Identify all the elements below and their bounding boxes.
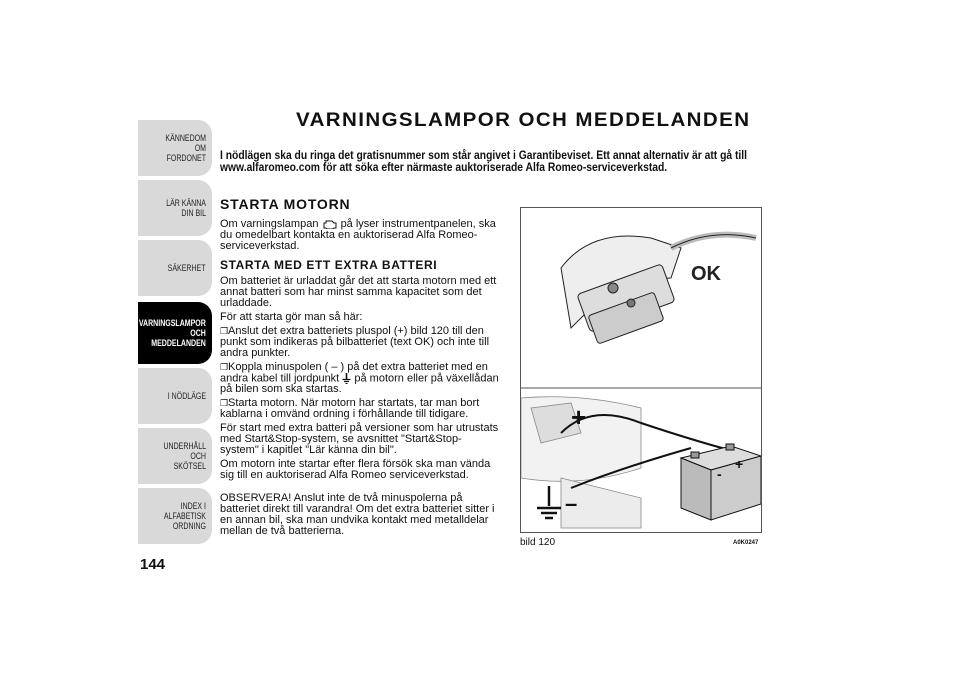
sidebar-tab-label: VARNINGSLAMPOR OCH MEDDELANDEN <box>139 318 206 348</box>
sidebar-tab-varningslampor[interactable] <box>138 302 212 364</box>
minus-label: – <box>565 491 578 516</box>
illustration-svg <box>521 208 761 532</box>
sidebar-tab-label: SÄKERHET <box>168 263 206 273</box>
section-heading: STARTA MOTORN <box>220 196 351 212</box>
intro-text <box>220 219 500 252</box>
sidebar-tab-i-nodlage[interactable] <box>138 368 212 424</box>
ground-icon <box>342 373 351 384</box>
battery-icon <box>681 444 761 520</box>
checkbox-bullet-icon: ❐ <box>220 362 229 372</box>
page-title: VARNINGSLAMPOR OCH MEDDELANDEN <box>296 110 751 131</box>
sidebar-tab-label: I NÖDLÄGE <box>167 391 206 401</box>
sidebar-tab-label: LÄR KÄNNA DIN BIL <box>166 198 206 218</box>
paragraph: Om motorn inte startar efter flera försök ska man vända sig till en auktoriserad Alfa Romeo serviceverkstad. <box>220 458 491 482</box>
bullet-item: ❐Anslut det extra batteriets pluspol (+) bild 120 till den punkt som indikeras på bilbatteriet (text OK) och inte till andra punkter. <box>220 325 490 359</box>
sidebar-tab-kannedom[interactable] <box>138 120 212 176</box>
sidebar-tab-label: KÄNNEDOM OM FORDONET <box>165 133 206 163</box>
figure-code: A0K0247 <box>733 540 759 546</box>
sidebar-tab-sakerhet[interactable] <box>138 240 212 296</box>
paragraph: För start med extra batteri på versioner som har utrustats med Start&Stop-system, se avsnittet "Start&Stop-system" i kapitlet "Lär känna din bil". <box>220 422 499 457</box>
page-number: 144 <box>140 556 166 573</box>
battery-minus-label: - <box>717 466 722 482</box>
sidebar-tab-label: UNDERHÅLL OCH SKÖTSEL <box>163 441 206 471</box>
figure-caption: bild 120 <box>520 537 556 548</box>
bullet-item: ❐Koppla minuspolen ( – ) på det extra batteriet med en andra kabel till jordpunkt på motorn eller på växellådan på bilen som ska startas. <box>220 361 499 396</box>
battery-plus-label: + <box>735 456 744 472</box>
instructions <box>220 276 500 537</box>
sidebar-tab-underhall[interactable] <box>138 428 212 484</box>
engine-warning-icon <box>322 219 338 229</box>
ok-label: OK <box>691 263 721 285</box>
plus-label: + <box>571 402 587 432</box>
checkbox-bullet-icon: ❐ <box>220 326 229 336</box>
sidebar-tab-lar-kanna[interactable] <box>138 180 212 236</box>
battery-illustration <box>520 207 762 533</box>
paragraph: Om batteriet är urladdat går det att starta motorn med ett annat batteri som har minst samma kapacitet som det urladdade. <box>220 275 497 309</box>
sidebar-tab-index[interactable] <box>138 488 212 544</box>
paragraph: För att starta gör man så här: <box>220 311 363 323</box>
checkbox-bullet-icon: ❐ <box>220 398 229 409</box>
subsection-heading: STARTA MED ETT EXTRA BATTERI <box>220 258 438 272</box>
bullet-item: ❐Starta motorn. När motorn har startats, tar man bort kablarna i omvänd ordning i förhållande till tidigare. <box>220 397 480 421</box>
ground-symbol-icon <box>537 486 561 518</box>
intro-paragraph: I nödlägen ska du ringa det gratisnummer som står angivet i Garantibeviset. Ett annat alternativ är att gå till www.alfaromeo.com för att söka efter närmaste auktoriserade Alfa Romeo-serviceverkstad. <box>220 148 748 174</box>
sidebar-tab-label: INDEX I ALFABETISK ORDNING <box>163 501 206 531</box>
warning-note: OBSERVERA! Anslut inte de två minuspolerna på batteriet direkt till varandra! Om det extra batteriet sitter i en annan bil, ska man undvika kontakt med metalldelar mellan de två batterierna. <box>220 492 495 538</box>
warning-paragraph: Om varningslampan på lyser instrumentpanelen, ska du omedelbart kontakta en auktoriserad Alfa Romeo-serviceverkstad. <box>220 218 496 252</box>
